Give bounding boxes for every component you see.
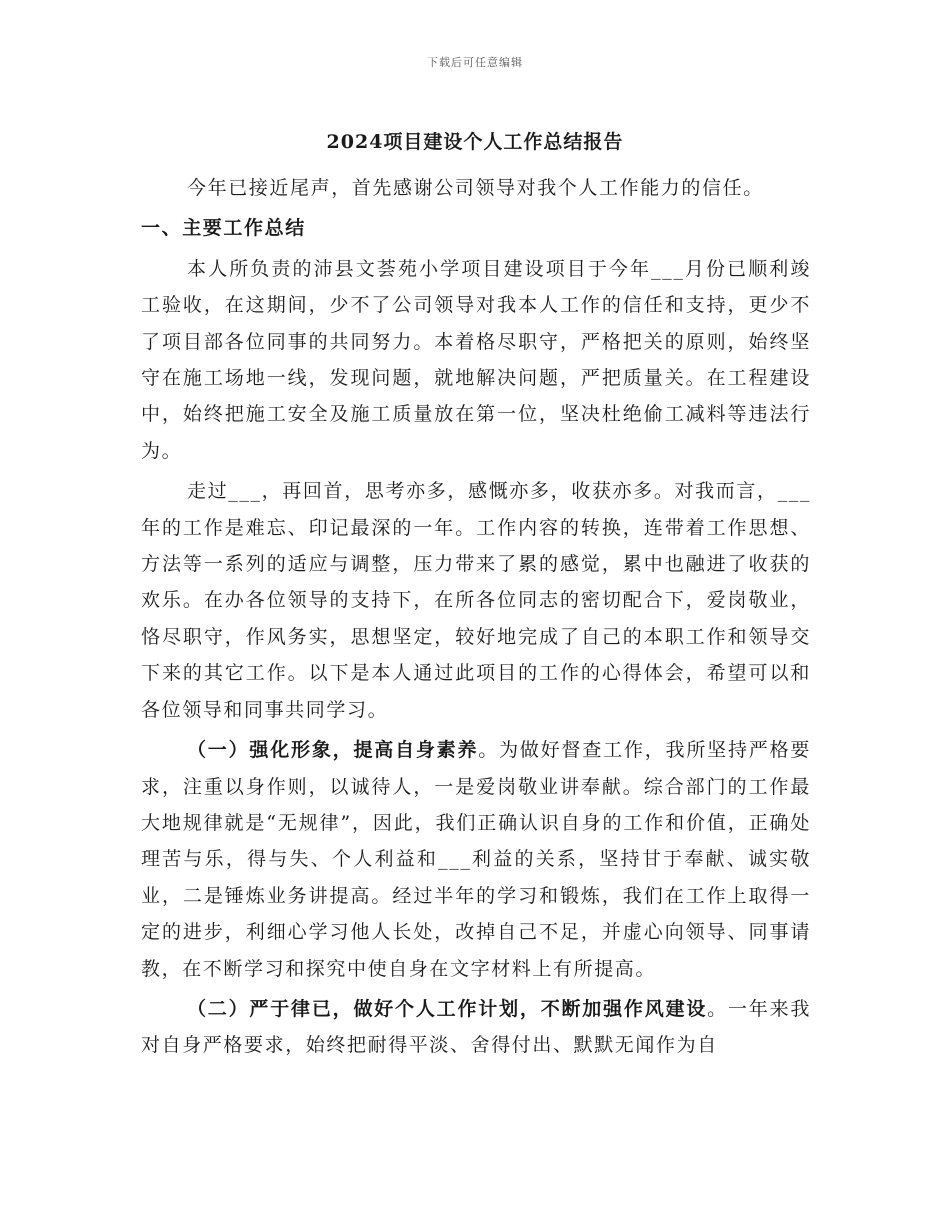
point-one-heading: （一）强化形象，提高自身素养 — [187, 739, 479, 762]
document-title: 2024项目建设个人工作总结报告 — [326, 131, 624, 153]
point-two-text: 。一年来我对自身严格要求，始终把耐得平淡、舍得付出、默默无闻作为自 — [141, 997, 811, 1057]
point-one-text: 。为做好督查工作，我所坚持严格要求，注重以身作则，以诚待人，一是爱岗敬业讲奉献。综合部门的工作最大地规律就是“无规律”，因此，我们正确认识自身的工作和价值，正确处理苦与乐，得与失、个人利益和___利益的关系，坚持甘于奉献、诚实敬业，二是锤炼业务讲提高。经过半年的学习和锻炼，我们在工作上取得一定的进步，利细心学习他人长处，改掉自己不足，并虚心向领导、同事请教，在不断学习和探究中使自身在文字材料上有所提高。 — [141, 739, 811, 980]
paragraph-point-one — [141, 732, 811, 987]
paragraph-project-summary: 本人所负责的沛县文荟苑小学项目建设项目于今年___月份已顺利竣工验收，在这期间，少不了公司领导对我本人工作的信任和支持，更少不了项目部各位同事的共同努力。本着格尽职守，严格把关的原则，始终坚守在施工场地一线，发现问题，就地解决问题，严把质量关。在工程建设中，始终把施工安全及施工质量放在第一位，坚决杜绝偷工减料等违法行为。 — [141, 257, 811, 462]
paragraph-reflection: 走过___，再回首，思考亦多，感慨亦多，收获亦多。对我而言，___年的工作是难忘、印记最深的一年。工作内容的转换，连带着工作思想、方法等一系列的适应与调整，压力带来了累的感觉，累中也融进了收获的欢乐。在办各位领导的支持下，在所各位同志的密切配合下，爱岗敬业，恪尽职守，作风务实，思想坚定，较好地完成了自己的本职工作和领导交下来的其它工作。以下是本人通过此项目的工作的心得体会，希望可以和各位领导和同事共同学习。 — [141, 480, 811, 721]
header-note: 下载后可任意编辑 — [427, 56, 523, 69]
document-body — [141, 170, 811, 1068]
intro-paragraph: 今年已接近尾声，首先感谢公司领导对我个人工作能力的信任。 — [187, 177, 764, 199]
paragraph-point-two — [141, 991, 811, 1064]
point-two-heading: （二）严于律已，做好个人工作计划，不断加强作风建设 — [187, 997, 708, 1020]
section-heading-main-work: 一、主要工作总结 — [141, 217, 306, 240]
